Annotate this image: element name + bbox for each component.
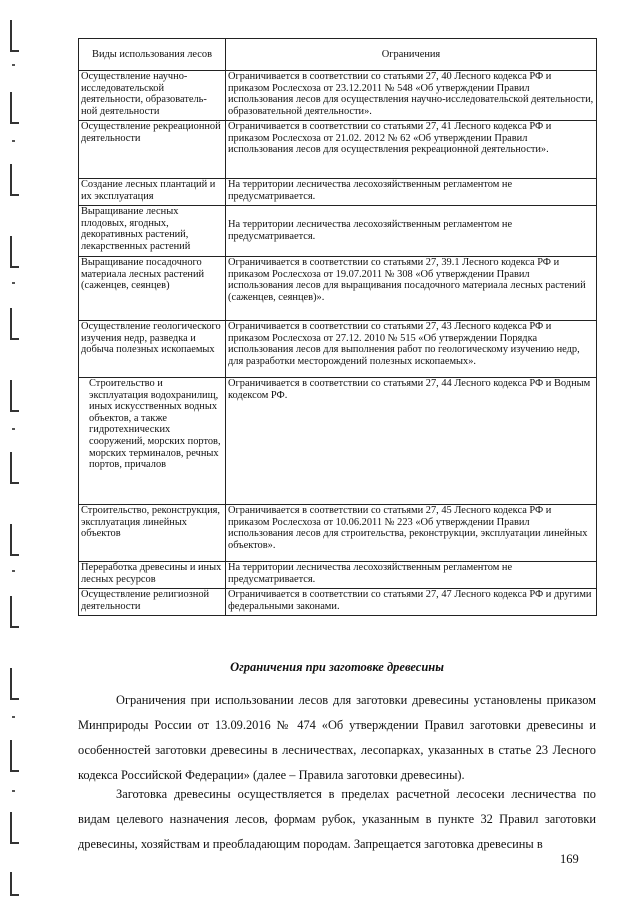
table-row (79, 71, 597, 121)
table-header-row (79, 39, 597, 71)
binding-mark (10, 812, 19, 844)
header-restrictions: Ограничения (226, 39, 597, 71)
binding-dot (12, 790, 15, 792)
page-number: 169 (560, 852, 579, 866)
use-type-cell: Осуществление религиозной деятельности (79, 589, 226, 616)
binding-mark (10, 308, 19, 340)
binding-mark (10, 452, 19, 484)
use-type-cell: Осуществление рекреационной деятельности (79, 121, 226, 179)
binding-mark (10, 380, 19, 412)
restriction-cell: Ограничивается в соответствии со статьями 27, 40 Лесного кодекса РФ и приказом Рослесхоза от 23.12.2011 № 548 «Об утверждении Правил использования лесов для осуществления научно-исследовательской деятельности, образовательной деятельности». (226, 71, 597, 121)
binding-dot (12, 570, 15, 572)
section-title: Ограничения при заготовке древесины (230, 660, 444, 674)
table-row (79, 378, 597, 505)
binding-mark (10, 668, 19, 700)
restriction-cell: На территории лесничества лесохозяйственным регламентом не предусматривается. (226, 179, 597, 206)
binding-mark (10, 164, 19, 196)
use-type-cell: Выращивание посадочного материала лесных растений (саженцев, сеянцев) (79, 257, 226, 321)
restriction-cell: Ограничивается в соответствии со статьями 27, 44 Лесного кодекса РФ и Водным кодексом РФ. (226, 378, 597, 505)
binding-mark (10, 236, 19, 268)
table-row (79, 505, 597, 562)
forest-use-restrictions-table (78, 38, 597, 616)
restriction-cell: Ограничивается в соответствии со статьями 27, 41 Лесного кодекса РФ и приказом Рослесхоза от 21.02. 2012 № 62 «Об утверждении Правил использования лесов для осуществления рекреационной деятельности». (226, 121, 597, 179)
header-use-types: Виды использования лесов (79, 39, 226, 71)
binding-mark (10, 524, 19, 556)
use-type-cell: Осуществление геологического изучения недр, разведка и добыча полезных ископаемых (79, 321, 226, 378)
table-row (79, 179, 597, 206)
use-type-cell: Создание лесных плантаций и их эксплуатация (79, 179, 226, 206)
binding-mark (10, 20, 19, 52)
table-row (79, 321, 597, 378)
binding-dot (12, 64, 15, 66)
use-type-cell: Осуществление научно-исследовательской деятельности, образователь-ной деятельности (79, 71, 226, 121)
binding-mark (10, 92, 19, 124)
use-type-cell: Выращивание лесных плодовых, ягодных, декоративных растений, лекарственных растений (79, 206, 226, 257)
restriction-cell: Ограничивается в соответствии со статьями 27, 47 Лесного кодекса РФ и другими федеральными законами. (226, 589, 597, 616)
binding-edge (0, 0, 34, 905)
binding-mark (10, 596, 19, 628)
table-row (79, 206, 597, 257)
body-paragraph: Заготовка древесины осуществляется в пределах расчетной лесосеки лесничества по видам целевого назначения лесов, формам рубок, указанным в пункте 32 Правил заготовки древесины, хозяйствам и преобладающим породам. Запрещается заготовка древесины в (78, 787, 596, 851)
binding-dot (12, 140, 15, 142)
binding-mark (10, 740, 19, 772)
table-row (79, 562, 597, 589)
restriction-cell: Ограничивается в соответствии со статьями 27, 45 Лесного кодекса РФ и приказом Рослесхоза от 10.06.2011 № 223 «Об утверждении Правил использования лесов для строительства, реконструкции, эксплуатации линейных объектов». (226, 505, 597, 562)
table-row (79, 589, 597, 616)
use-type-cell: Переработка древесины и иных лесных ресурсов (79, 562, 226, 589)
use-type-cell: Строительство, реконструкция, эксплуатация линейных объектов (79, 505, 226, 562)
restriction-cell: На территории лесничества лесохозяйственным регламентом не предусматривается. (226, 562, 597, 589)
binding-dot (12, 282, 15, 284)
table-row (79, 121, 597, 179)
binding-dot (12, 428, 15, 430)
use-type-cell: Строительство и эксплуатация водохранилищ, иных искусственных водных объектов, а также гидротехнических сооружений, морских портов, морских терминалов, речных портов, причалов (79, 378, 226, 505)
binding-mark (10, 872, 19, 896)
table-row (79, 257, 597, 321)
binding-dot (12, 716, 15, 718)
restriction-cell: Ограничивается в соответствии со статьями 27, 39.1 Лесного кодекса РФ и приказом Рослесхоза от 19.07.2011 № 308 «Об утверждении Правил использования лесов для выращивания посадочного материала лесных растений (саженцев, сеянцев)». (226, 257, 597, 321)
restriction-cell: На территории лесничества лесохозяйственным регламентом не предусматривается. (226, 206, 597, 257)
body-paragraph: Ограничения при использовании лесов для заготовки древесины установлены приказом Минприроды России от 13.09.2016 № 474 «Об утверждении Правил заготовки древесины и особенностей заготовки древесины в лесничествах, лесопарках, указанных в статье 23 Лесного кодекса Российской Федерации» (далее – Правила заготовки древесины). (78, 693, 596, 782)
restriction-cell: Ограничивается в соответствии со статьями 27, 43 Лесного кодекса РФ и приказом Рослесхоза от 27.12. 2010 № 515 «Об утверждении Порядка использования лесов для выполнения работ по геологическому изучению недр, для разработки месторождений полезных ископаемых». (226, 321, 597, 378)
